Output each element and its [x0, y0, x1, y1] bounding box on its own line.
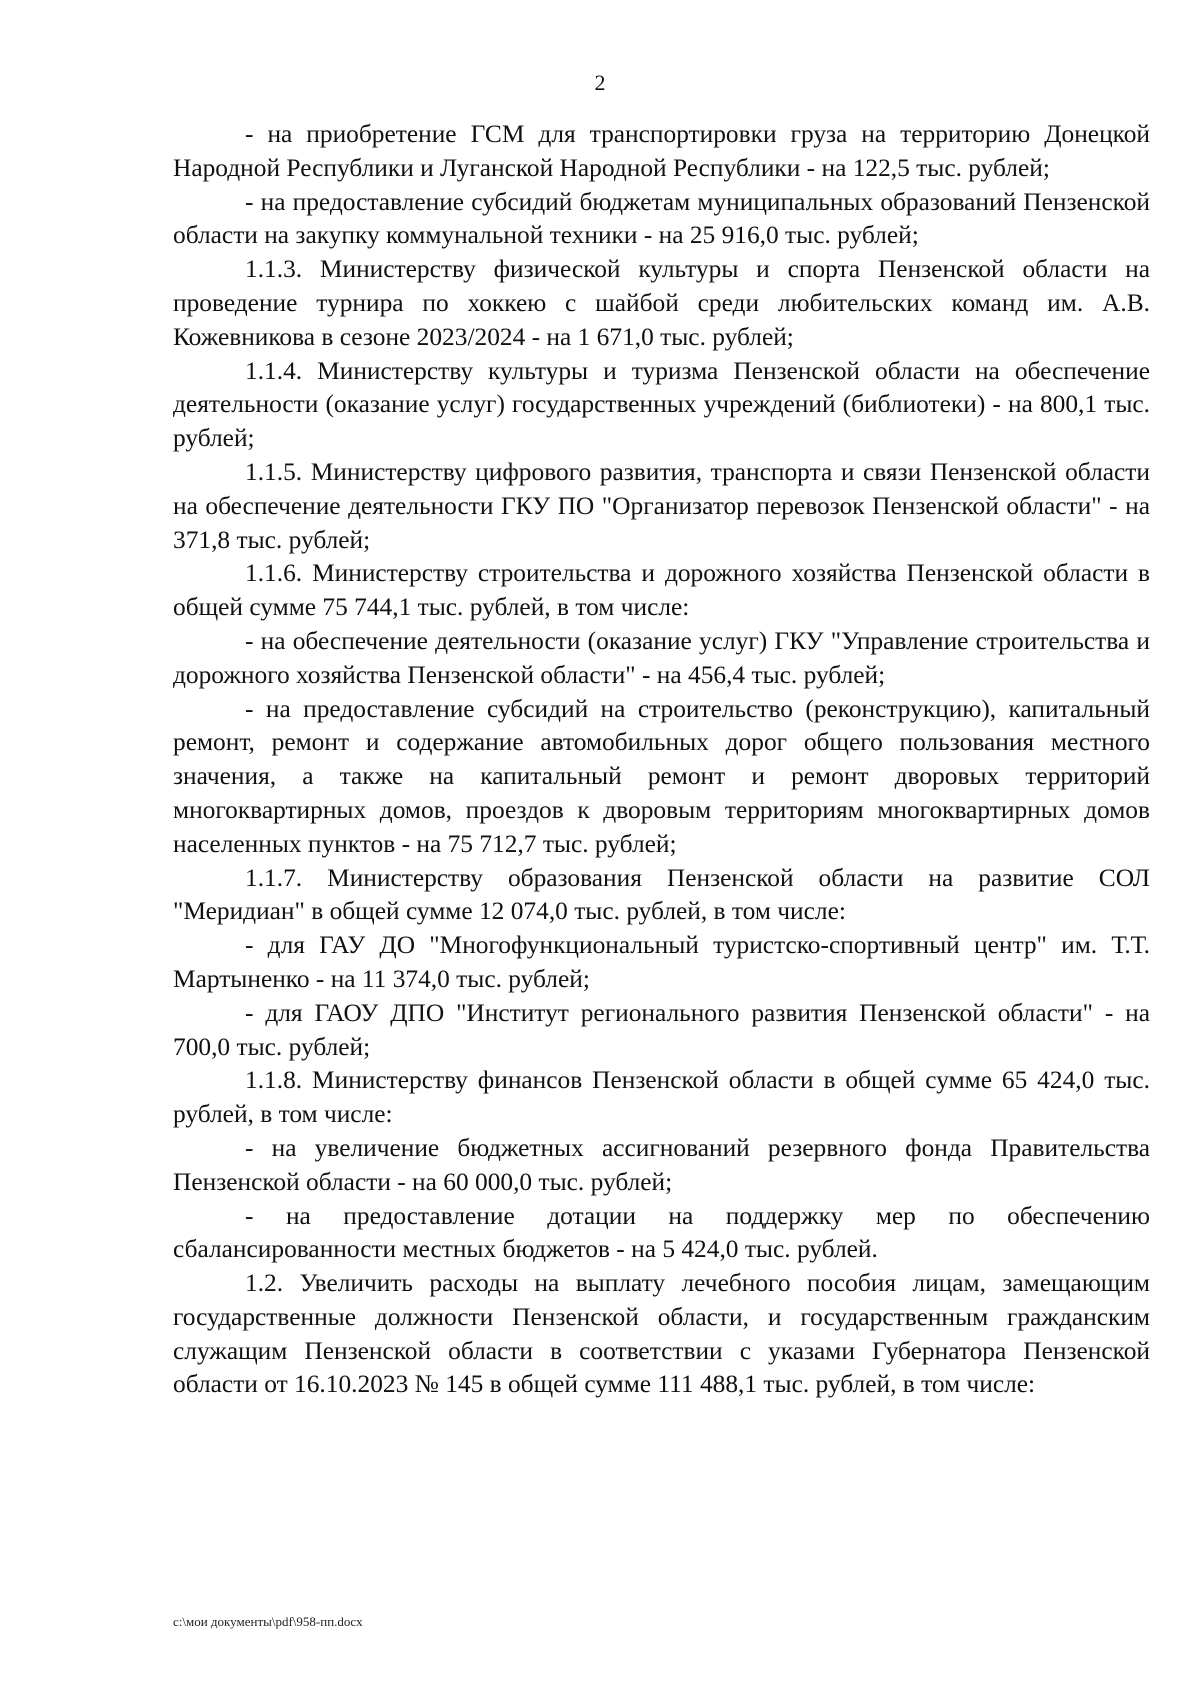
paragraph: - для ГАУ ДО "Многофункциональный туристско-спортивный центр" им. Т.Т. Мартыненко - на 11 374,0 тыс. рублей;	[173, 931, 1150, 993]
paragraph: - на предоставление субсидий бюджетам муниципальных образований Пензенской области на закупку коммунальной техники - на 25 916,0 тыс. рублей;	[173, 187, 1150, 250]
paragraph: 1.2. Увеличить расходы на выплату лечебного пособия лицам, замещающим государственные должности Пензенской области, и государственным гражданским служащим Пензенской области в соответствии с указами Губернатора Пензенской области от 16.10.2023 № 145 в общей сумме 111 488,1 тыс. рублей, в том числе:	[173, 1269, 1150, 1399]
footer-file-path: c:\мои документы\pdf\958-пп.docx	[173, 1614, 363, 1629]
paragraph: 1.1.6. Министерству строительства и дорожного хозяйства Пензенской области в общей сумме 75 744,1 тыс. рублей, в том числе:	[173, 559, 1150, 622]
paragraph: 1.1.4. Министерству культуры и туризма Пензенской области на обеспечение деятельности (оказание услуг) государственных учреждений (библиотеки) - на 800,1 тыс. рублей;	[173, 356, 1150, 453]
paragraph: 1.1.5. Министерству цифрового развития, транспорта и связи Пензенской области на обеспечение деятельности ГКУ ПО "Организатор перевозок Пензенской области" - на 371,8 тыс. рублей;	[173, 457, 1150, 554]
paragraph: 1.1.7. Министерству образования Пензенской области на развитие СОЛ "Меридиан" в общей сумме 12 074,0 тыс. рублей, в том числе:	[173, 863, 1150, 926]
paragraph: - на предоставление дотации на поддержку мер по обеспечению сбалансированности местных бюджетов - на 5 424,0 тыс. рублей.	[173, 1201, 1150, 1264]
paragraph: - для ГАОУ ДПО "Институт регионального развития Пензенской области" - на 700,0 тыс. рублей;	[173, 998, 1150, 1061]
paragraph: 1.1.3. Министерству физической культуры и спорта Пензенской области на проведение турнира по хоккею с шайбой среди любительских команд им. А.В. Кожевникова в сезоне 2023/2024 - на 1 671,0 тыс. рублей;	[173, 255, 1150, 351]
paragraph: - на приобретение ГСМ для транспортировки груза на территорию Донецкой Народной Республики и Луганской Народной Республики - на 122,5 тыс. рублей;	[173, 120, 1150, 182]
paragraph: - на увеличение бюджетных ассигнований резервного фонда Правительства Пензенской области - на 60 000,0 тыс. рублей;	[173, 1133, 1150, 1196]
page-number: 2	[594, 70, 606, 95]
paragraph: 1.1.8. Министерству финансов Пензенской области в общей сумме 65 424,0 тыс. рублей, в том числе:	[173, 1066, 1150, 1129]
paragraph: - на обеспечение деятельности (оказание услуг) ГКУ "Управление строительства и дорожного хозяйства Пензенской области" - на 456,4 тыс. рублей;	[173, 626, 1150, 689]
paragraph: - на предоставление субсидий на строительство (реконструкцию), капитальный ремонт, ремонт и содержание автомобильных дорог общего пользования местного значения, а также на капитальный ремонт и ремонт дворовых территорий многоквартирных домов, проездов к дворовым территориям многоквартирных домов населенных пунктов - на 75 712,7 тыс. рублей;	[173, 694, 1150, 858]
document-body	[173, 118, 1150, 1402]
